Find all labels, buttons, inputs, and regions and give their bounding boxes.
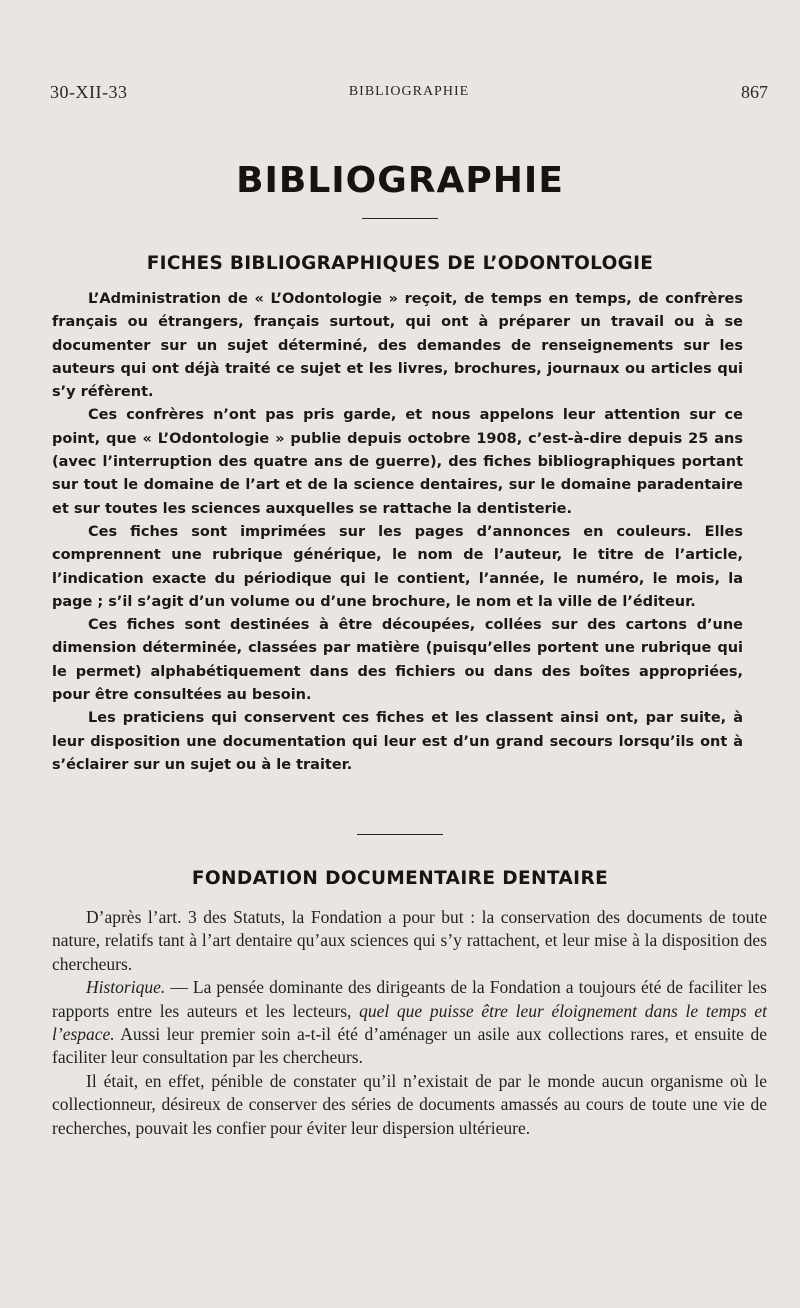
paragraph-historique bbox=[52, 976, 767, 1070]
historique-label: Historique. bbox=[86, 977, 166, 998]
historique-italic-phrase: quel que puisse être leur éloignement dans le temps et l’espace. bbox=[52, 1000, 767, 1045]
historique-rest: Aussi leur premier soin a-t-il été d’aménager un asile aux collections rares, et ensuite de faciliter leur consultation par les chercheurs. bbox=[52, 1024, 767, 1068]
issue-date: 30-XII-33 bbox=[50, 82, 128, 102]
paragraph: Ces confrères n’ont pas pris garde, et nous appelons leur attention sur ce point, que « L’Odontologie » publie depuis octobre 1908, c’est-à-dire depuis 25 ans (avec l’interruption des quatre ans de guerre), des fiches bibliographiques portant sur tout le domaine de l’art et de la science dentaires, sur le domaine paradentaire et sur toutes les sciences auxquelles se rattache la dentisterie. bbox=[52, 407, 743, 517]
paragraph: Les praticiens qui conservent ces fiches et les classent ainsi ont, par suite, à leur disposition une documentation qui leur est d’un grand secours lorsqu’ils ont à s’éclairer sur un sujet ou à le traiter. bbox=[52, 710, 743, 773]
paragraph: Il était, en effet, pénible de constater qu’il n’existait de par le monde aucun organisme où le collectionneur, désireux de conserver des séries de documents amassés au cours de toute une vie de recherches, pouvait les confier pour éviter leur dispersion ultérieure. bbox=[52, 1070, 767, 1138]
running-head bbox=[50, 82, 768, 112]
section-body-fondation bbox=[52, 906, 767, 1140]
section-divider bbox=[357, 834, 443, 835]
page-number: 867 bbox=[741, 82, 768, 102]
section-heading-fiches: FICHES BIBLIOGRAPHIQUES DE L’ODONTOLOGIE bbox=[146, 253, 654, 274]
title-divider bbox=[362, 218, 438, 219]
running-title: BIBLIOGRAPHIE bbox=[348, 84, 470, 99]
page-title: BIBLIOGRAPHIE bbox=[236, 160, 564, 201]
section-body-fiches bbox=[52, 288, 743, 777]
historique-lead: — La pensée dominante des dirigeants de la Fondation a toujours été de faciliter les rapports entre les auteurs et les lecteurs, bbox=[52, 977, 767, 1021]
paragraph: D’après l’art. 3 des Statuts, la Fondation a pour but : la conservation des documents de toute nature, relatifs tant à l’art dentaire qu’aux sciences qui s’y rattachent, et leur mise à la disposition des chercheurs. bbox=[52, 907, 767, 974]
section-heading-fondation: FONDATION DOCUMENTAIRE DENTAIRE bbox=[191, 868, 609, 889]
paragraph: Ces fiches sont destinées à être découpées, collées sur des cartons d’une dimension déterminée, classées par matière (puisqu’elles portent une rubrique qui le permet) alphabétiquement dans des fichiers ou dans des boîtes appropriées, pour être consultées au besoin. bbox=[52, 617, 743, 704]
paragraph: Ces fiches sont imprimées sur les pages d’annonces en couleurs. Elles comprennent une rubrique générique, le nom de l’auteur, le titre de l’article, l’indication exacte du périodique qui le contient, l’année, le numéro, le mois, la page ; s’il s’agit d’un volume ou d’une brochure, le nom et la ville de l’éditeur. bbox=[52, 523, 743, 610]
paragraph: L’Administration de « L’Odontologie » reçoit, de temps en temps, de confrères français ou étrangers, français surtout, qui ont à préparer un travail ou à se documenter sur un sujet déterminé, des demandes de renseignements sur les auteurs qui ont déjà traité ce sujet et les livres, brochures, journaux ou articles qui s’y réfèrent. bbox=[52, 291, 743, 401]
